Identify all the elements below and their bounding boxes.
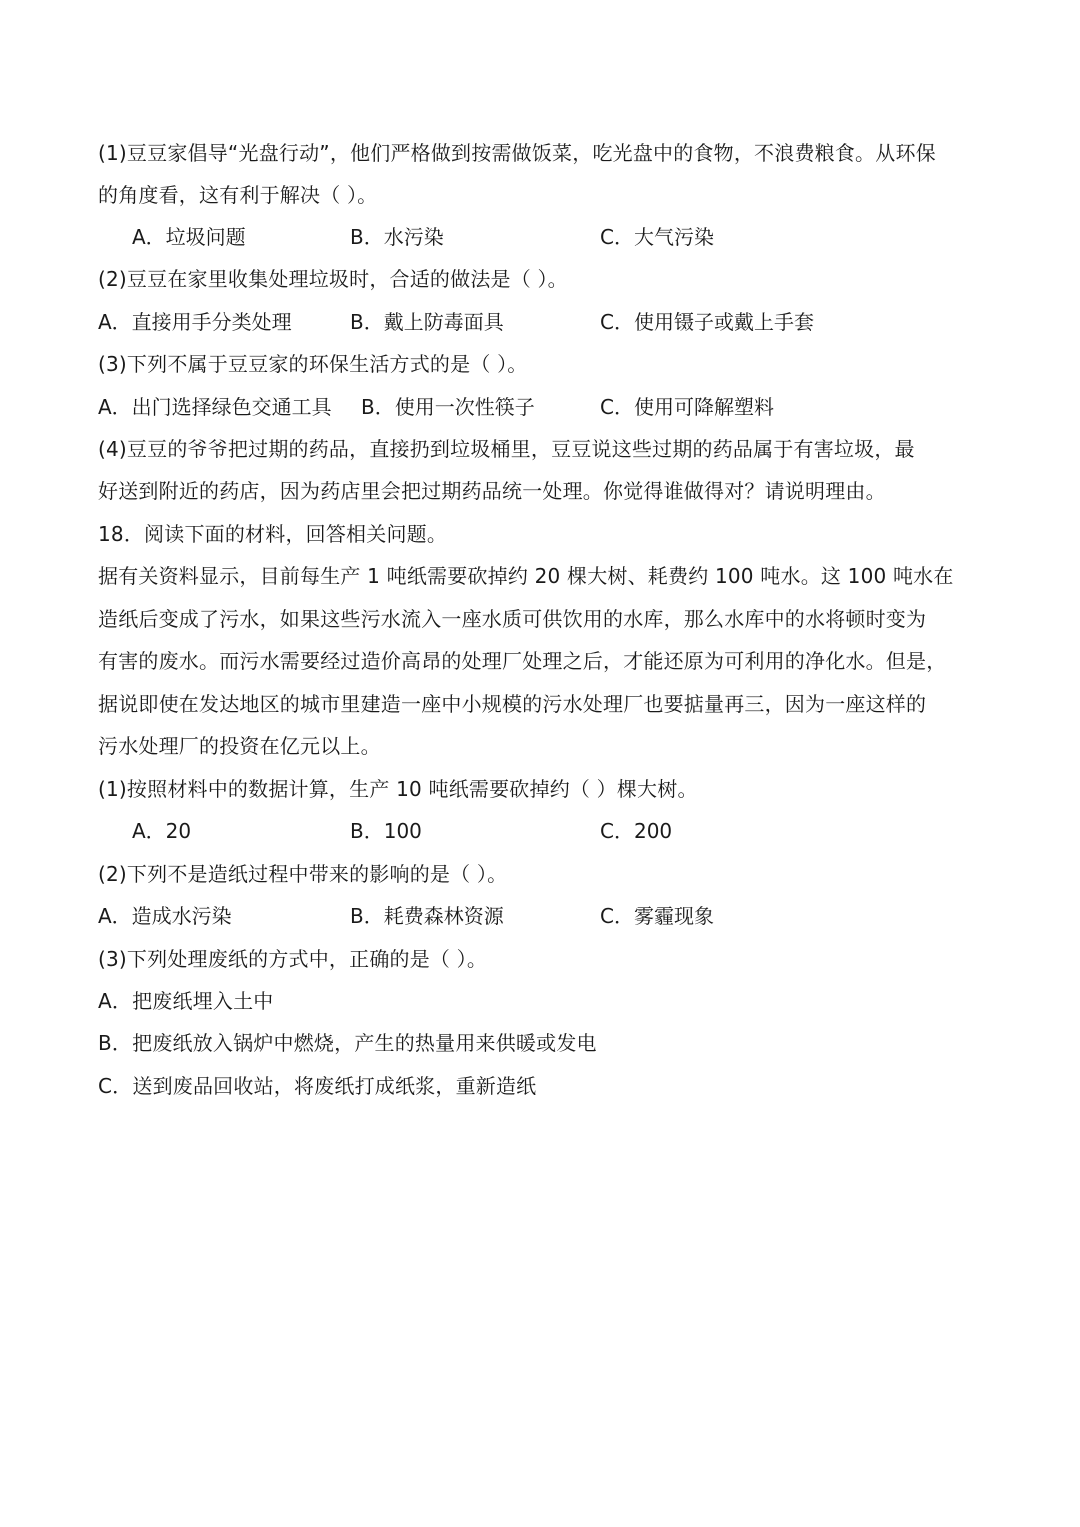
q18-sub1-option-b: B．100 [350, 819, 422, 843]
q18-material-line5: 污水处理厂的投资在亿元以上。 [98, 734, 381, 758]
q18-sub2-line1: (2)下列不是造纸过程中带来的影响的是（ ）。 [98, 862, 508, 886]
q17-sub2-option-c: C．使用镊子或戴上手套 [600, 310, 814, 334]
q18-sub3-option-c: C．送到废品回收站，将废纸打成纸浆，重新造纸 [98, 1074, 537, 1098]
q18-material-line4: 据说即使在发达地区的城市里建造一座中小规模的污水处理厂也要掂量再三，因为一座这样的 [98, 692, 927, 716]
q18-material-line1: 据有关资料显示，目前每生产 1 吨纸需要砍掉约 20 棵大树、耗费约 100 吨水。这 100 吨水在 [98, 564, 954, 588]
q18-sub1-option-c: C．200 [600, 819, 673, 843]
q17-sub1-option-a: A．垃圾问题 [132, 225, 246, 249]
q17-sub3-line1: (3)下列不属于豆豆家的环保生活方式的是（ ）。 [98, 352, 528, 376]
q17-sub4-line1: (4)豆豆的爷爷把过期的药品，直接扔到垃圾桶里，豆豆说这些过期的药品属于有害垃圾，最 [98, 437, 915, 461]
q17-sub3-option-a: A．出门选择绿色交通工具 [98, 395, 332, 419]
q17-sub3-option-b: B．使用一次性筷子 [361, 395, 535, 419]
q17-sub2-option-b: B．戴上防毒面具 [350, 310, 504, 334]
q17-sub2-option-a: A．直接用手分类处理 [98, 310, 292, 334]
q18-sub2-option-c: C．雾霾现象 [600, 904, 714, 928]
q18-sub3-option-b: B．把废纸放入锅炉中燃烧，产生的热量用来供暖或发电 [98, 1031, 597, 1055]
q18-sub3-line1: (3)下列处理废纸的方式中，正确的是（ ）。 [98, 947, 488, 971]
q18-sub3-option-a: A．把废纸埋入土中 [98, 989, 274, 1013]
q18-sub1-line1: (1)按照材料中的数据计算，生产 10 吨纸需要砍掉约（ ）棵大树。 [98, 777, 698, 801]
q17-sub1-line2: 的角度看，这有利于解决（ ）。 [98, 183, 378, 207]
q17-sub2-line1: (2)豆豆在家里收集处理垃圾时，合适的做法是（ ）。 [98, 267, 568, 291]
q18-sub1-option-a: A．20 [132, 819, 192, 843]
q17-sub1-option-c: C．大气污染 [600, 225, 714, 249]
q18-sub2-option-a: A．造成水污染 [98, 904, 232, 928]
q18-heading: 18．阅读下面的材料，回答相关问题。 [98, 522, 448, 546]
q17-sub3-option-c: C．使用可降解塑料 [600, 395, 774, 419]
q18-material-line3: 有害的废水。而污水需要经过造价高昂的处理厂处理之后，才能还原为可利用的净化水。但是， [98, 649, 947, 673]
q17-sub1-line1: (1)豆豆家倡导“光盘行动”，他们严格做到按需做饭菜，吃光盘中的食物，不浪费粮食。从环保 [98, 141, 936, 165]
q18-sub2-option-b: B．耗费森林资源 [350, 904, 504, 928]
q18-material-line2: 造纸后变成了污水，如果这些污水流入一座水质可供饮用的水库，那么水库中的水将顿时变为 [98, 607, 927, 631]
q17-sub1-option-b: B．水污染 [350, 225, 444, 249]
q17-sub4-line2: 好送到附近的药店，因为药店里会把过期药品统一处理。你觉得谁做得对？请说明理由。 [98, 479, 886, 503]
